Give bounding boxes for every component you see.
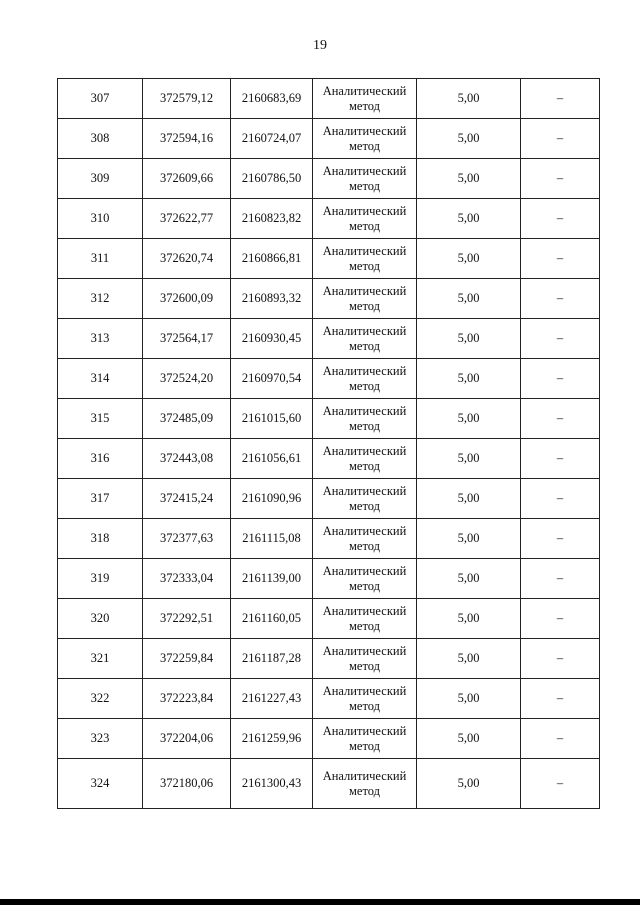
table-row	[58, 279, 600, 319]
method-cell	[313, 759, 417, 809]
method-line-2: метод	[348, 698, 380, 713]
x-coordinate-cell: 372180,06	[143, 759, 231, 809]
table-row	[58, 119, 600, 159]
method-line-1: Аналитический	[322, 283, 407, 298]
y-coordinate-cell: 2161115,08	[231, 519, 313, 559]
note-cell: –	[521, 119, 600, 159]
method-cell	[313, 599, 417, 639]
y-coordinate-cell: 2160786,50	[231, 159, 313, 199]
x-coordinate-cell: 372579,12	[143, 79, 231, 119]
error-cell: 5,00	[417, 559, 521, 599]
table-row	[58, 159, 600, 199]
method-line-2: метод	[348, 178, 380, 193]
note-cell: –	[521, 159, 600, 199]
method-cell	[313, 319, 417, 359]
point-number-cell: 308	[58, 119, 143, 159]
method-line-1: Аналитический	[322, 443, 407, 458]
scan-edge-bar	[0, 899, 640, 905]
method-cell	[313, 519, 417, 559]
y-coordinate-cell: 2161187,28	[231, 639, 313, 679]
table-row	[58, 679, 600, 719]
y-coordinate-cell: 2161300,43	[231, 759, 313, 809]
method-cell	[313, 279, 417, 319]
method-line-2: метод	[348, 218, 380, 233]
table-row	[58, 639, 600, 679]
method-line-1: Аналитический	[322, 603, 407, 618]
error-cell: 5,00	[417, 439, 521, 479]
error-cell: 5,00	[417, 679, 521, 719]
y-coordinate-cell: 2160823,82	[231, 199, 313, 239]
table-row	[58, 719, 600, 759]
note-cell: –	[521, 679, 600, 719]
note-cell: –	[521, 79, 600, 119]
method-cell	[313, 79, 417, 119]
x-coordinate-cell: 372377,63	[143, 519, 231, 559]
table-row	[58, 519, 600, 559]
method-line-2: метод	[348, 578, 380, 593]
note-cell: –	[521, 479, 600, 519]
method-line-2: метод	[348, 258, 380, 273]
method-line-1: Аналитический	[322, 83, 407, 98]
table-row	[58, 79, 600, 119]
y-coordinate-cell: 2160866,81	[231, 239, 313, 279]
note-cell: –	[521, 239, 600, 279]
method-line-1: Аналитический	[322, 483, 407, 498]
error-cell: 5,00	[417, 159, 521, 199]
y-coordinate-cell: 2160683,69	[231, 79, 313, 119]
method-cell	[313, 679, 417, 719]
method-cell	[313, 559, 417, 599]
point-number-cell: 317	[58, 479, 143, 519]
point-number-cell: 320	[58, 599, 143, 639]
x-coordinate-cell: 372620,74	[143, 239, 231, 279]
y-coordinate-cell: 2161227,43	[231, 679, 313, 719]
method-cell	[313, 399, 417, 439]
method-line-2: метод	[348, 618, 380, 633]
note-cell: –	[521, 639, 600, 679]
error-cell: 5,00	[417, 319, 521, 359]
point-number-cell: 323	[58, 719, 143, 759]
table-row	[58, 359, 600, 399]
y-coordinate-cell: 2160970,54	[231, 359, 313, 399]
method-line-1: Аналитический	[322, 323, 407, 338]
method-line-2: метод	[348, 458, 380, 473]
x-coordinate-cell: 372609,66	[143, 159, 231, 199]
method-cell	[313, 159, 417, 199]
error-cell: 5,00	[417, 519, 521, 559]
y-coordinate-cell: 2161160,05	[231, 599, 313, 639]
note-cell: –	[521, 359, 600, 399]
x-coordinate-cell: 372204,06	[143, 719, 231, 759]
y-coordinate-cell: 2161259,96	[231, 719, 313, 759]
table-row	[58, 439, 600, 479]
method-cell	[313, 239, 417, 279]
method-cell	[313, 199, 417, 239]
method-line-1: Аналитический	[322, 768, 407, 783]
error-cell: 5,00	[417, 359, 521, 399]
method-cell	[313, 119, 417, 159]
note-cell: –	[521, 199, 600, 239]
point-number-cell: 313	[58, 319, 143, 359]
y-coordinate-cell: 2160930,45	[231, 319, 313, 359]
table-row	[58, 399, 600, 439]
method-line-2: метод	[348, 783, 380, 798]
note-cell: –	[521, 559, 600, 599]
method-line-1: Аналитический	[322, 723, 407, 738]
y-coordinate-cell: 2161090,96	[231, 479, 313, 519]
error-cell: 5,00	[417, 759, 521, 809]
x-coordinate-cell: 372292,51	[143, 599, 231, 639]
table-row	[58, 479, 600, 519]
x-coordinate-cell: 372333,04	[143, 559, 231, 599]
point-number-cell: 324	[58, 759, 143, 809]
error-cell: 5,00	[417, 199, 521, 239]
table-row	[58, 759, 600, 809]
note-cell: –	[521, 279, 600, 319]
point-number-cell: 315	[58, 399, 143, 439]
point-number-cell: 307	[58, 79, 143, 119]
method-line-2: метод	[348, 538, 380, 553]
method-line-2: метод	[348, 378, 380, 393]
note-cell: –	[521, 399, 600, 439]
error-cell: 5,00	[417, 399, 521, 439]
method-line-2: метод	[348, 658, 380, 673]
x-coordinate-cell: 372443,08	[143, 439, 231, 479]
error-cell: 5,00	[417, 119, 521, 159]
coordinates-table	[57, 78, 600, 809]
method-line-1: Аналитический	[322, 243, 407, 258]
error-cell: 5,00	[417, 599, 521, 639]
method-line-1: Аналитический	[322, 363, 407, 378]
point-number-cell: 318	[58, 519, 143, 559]
y-coordinate-cell: 2161056,61	[231, 439, 313, 479]
method-line-2: метод	[348, 98, 380, 113]
method-line-1: Аналитический	[322, 523, 407, 538]
method-cell	[313, 719, 417, 759]
note-cell: –	[521, 759, 600, 809]
point-number-cell: 310	[58, 199, 143, 239]
method-line-2: метод	[348, 418, 380, 433]
method-line-1: Аналитический	[322, 123, 407, 138]
method-cell	[313, 439, 417, 479]
x-coordinate-cell: 372485,09	[143, 399, 231, 439]
table-body	[58, 79, 600, 809]
method-cell	[313, 479, 417, 519]
y-coordinate-cell: 2161015,60	[231, 399, 313, 439]
point-number-cell: 314	[58, 359, 143, 399]
method-cell	[313, 359, 417, 399]
error-cell: 5,00	[417, 719, 521, 759]
point-number-cell: 312	[58, 279, 143, 319]
method-line-1: Аналитический	[322, 643, 407, 658]
point-number-cell: 309	[58, 159, 143, 199]
method-line-2: метод	[348, 338, 380, 353]
method-line-1: Аналитический	[322, 203, 407, 218]
table-row	[58, 599, 600, 639]
x-coordinate-cell: 372594,16	[143, 119, 231, 159]
method-line-2: метод	[348, 498, 380, 513]
method-line-2: метод	[348, 738, 380, 753]
note-cell: –	[521, 599, 600, 639]
method-line-2: метод	[348, 298, 380, 313]
point-number-cell: 321	[58, 639, 143, 679]
error-cell: 5,00	[417, 239, 521, 279]
method-line-1: Аналитический	[322, 403, 407, 418]
note-cell: –	[521, 719, 600, 759]
table-row	[58, 559, 600, 599]
error-cell: 5,00	[417, 639, 521, 679]
x-coordinate-cell: 372259,84	[143, 639, 231, 679]
error-cell: 5,00	[417, 279, 521, 319]
note-cell: –	[521, 319, 600, 359]
error-cell: 5,00	[417, 79, 521, 119]
table-row	[58, 199, 600, 239]
note-cell: –	[521, 519, 600, 559]
page-number: 19	[313, 38, 327, 53]
table-row	[58, 319, 600, 359]
method-line-1: Аналитический	[322, 563, 407, 578]
x-coordinate-cell: 372524,20	[143, 359, 231, 399]
point-number-cell: 319	[58, 559, 143, 599]
y-coordinate-cell: 2160893,32	[231, 279, 313, 319]
note-cell: –	[521, 439, 600, 479]
point-number-cell: 322	[58, 679, 143, 719]
x-coordinate-cell: 372564,17	[143, 319, 231, 359]
y-coordinate-cell: 2161139,00	[231, 559, 313, 599]
table-row	[58, 239, 600, 279]
x-coordinate-cell: 372600,09	[143, 279, 231, 319]
method-cell	[313, 639, 417, 679]
point-number-cell: 311	[58, 239, 143, 279]
y-coordinate-cell: 2160724,07	[231, 119, 313, 159]
method-line-1: Аналитический	[322, 683, 407, 698]
error-cell: 5,00	[417, 479, 521, 519]
x-coordinate-cell: 372622,77	[143, 199, 231, 239]
method-line-1: Аналитический	[322, 163, 407, 178]
x-coordinate-cell: 372415,24	[143, 479, 231, 519]
point-number-cell: 316	[58, 439, 143, 479]
method-line-2: метод	[348, 138, 380, 153]
x-coordinate-cell: 372223,84	[143, 679, 231, 719]
